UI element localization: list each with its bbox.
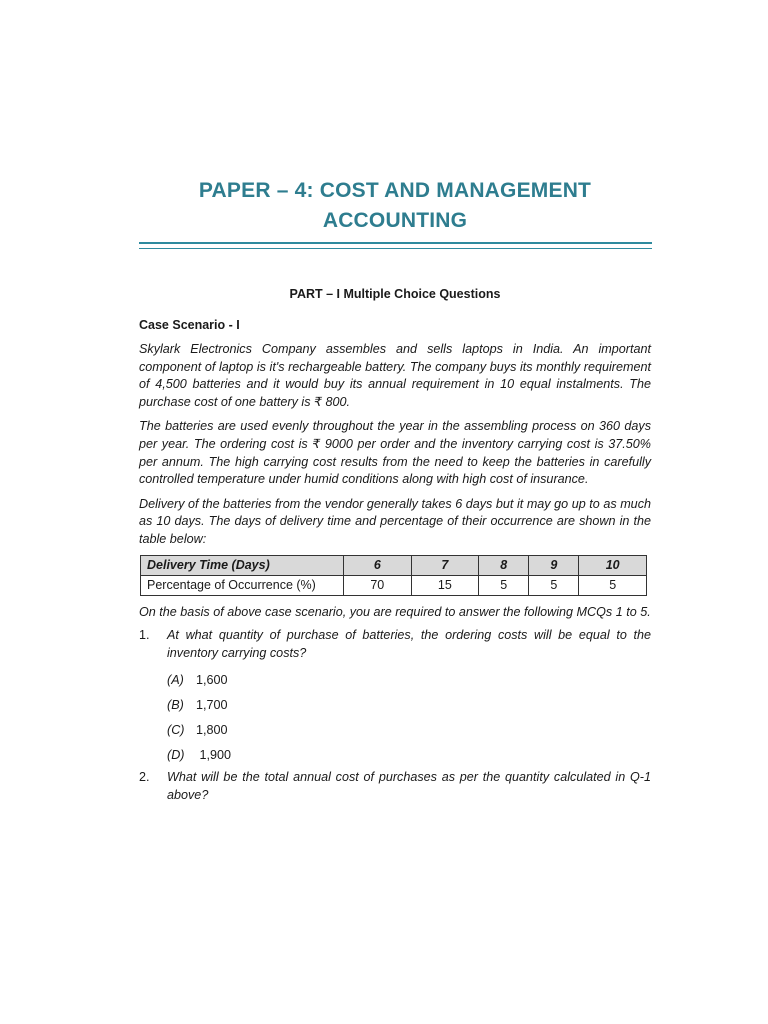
question-number: 1.	[139, 628, 150, 643]
table-cell: 5	[479, 575, 529, 595]
paragraph-3: Delivery of the batteries from the vendor generally takes 6 days but it may go up to as much as 10 days. The days of delivery time and percentage of their occurrence are shown in the table below:	[139, 496, 651, 546]
option-value: 1,600	[196, 673, 228, 688]
question-list	[139, 627, 651, 804]
question-2	[139, 769, 651, 804]
question-number: 2.	[139, 770, 150, 785]
option-d	[167, 743, 651, 768]
option-a	[167, 668, 651, 693]
document-page	[139, 176, 651, 805]
option-letter: (A)	[167, 673, 184, 688]
paragraph-1: Skylark Electronics Company assembles and sells laptops in India. An important component of laptop is it's rechargeable battery. The company buys its monthly requirement of 4,500 batteries and it would buy its annual requirement in 10 equal instalments. The purchase cost of one battery is ₹ 800.	[139, 342, 651, 409]
title-line-1: PAPER – 4: COST AND MANAGEMENT	[198, 179, 592, 202]
table-cell: 70	[344, 575, 412, 595]
case-heading: Case Scenario - I	[139, 318, 240, 332]
table-cell: 5	[529, 575, 579, 595]
option-letter: (B)	[167, 698, 184, 713]
table-header-cell: 6	[344, 555, 412, 575]
option-value: 1,800	[196, 723, 228, 738]
part-heading: PART – I Multiple Choice Questions	[289, 287, 501, 301]
title-divider	[139, 242, 652, 249]
table-header-cell: 9	[529, 555, 579, 575]
delivery-time-table	[140, 555, 647, 596]
option-value: 1,700	[196, 698, 228, 713]
question-1	[139, 627, 651, 768]
table-cell: 15	[411, 575, 479, 595]
paper-title	[139, 176, 651, 236]
question-text: What will be the total annual cost of purchases as per the quantity calculated in Q-1 above?	[167, 770, 651, 802]
table-header-cell: 7	[411, 555, 479, 575]
table-row-label: Percentage of Occurrence (%)	[141, 575, 344, 595]
table-header-cell: 8	[479, 555, 529, 575]
table-row	[141, 575, 647, 595]
table-header-label: Delivery Time (Days)	[141, 555, 344, 575]
paragraph-2: The batteries are used evenly throughout the year in the assembling process on 360 days per year. The ordering cost is ₹ 9000 per order and the inventory carrying cost is 37.50% per annum. The high carrying cost results from the need to keep the batteries in carefully controlled temperature under humid conditions along with high cost of insurance.	[139, 419, 651, 487]
table-cell: 5	[579, 575, 647, 595]
option-letter: (D)	[167, 748, 185, 763]
table-header-cell: 10	[579, 555, 647, 575]
table-header-row	[141, 555, 647, 575]
answer-options	[167, 668, 651, 768]
title-line-2: ACCOUNTING	[322, 209, 468, 232]
option-c	[167, 718, 651, 743]
option-b	[167, 693, 651, 718]
question-text: At what quantity of purchase of batteries, the ordering costs will be equal to the inventory carrying costs?	[167, 628, 651, 660]
option-value: 1,900	[196, 748, 232, 763]
option-letter: (C)	[167, 723, 185, 738]
instruction-text: On the basis of above case scenario, you are required to answer the following MCQs 1 to 5.	[139, 604, 651, 619]
